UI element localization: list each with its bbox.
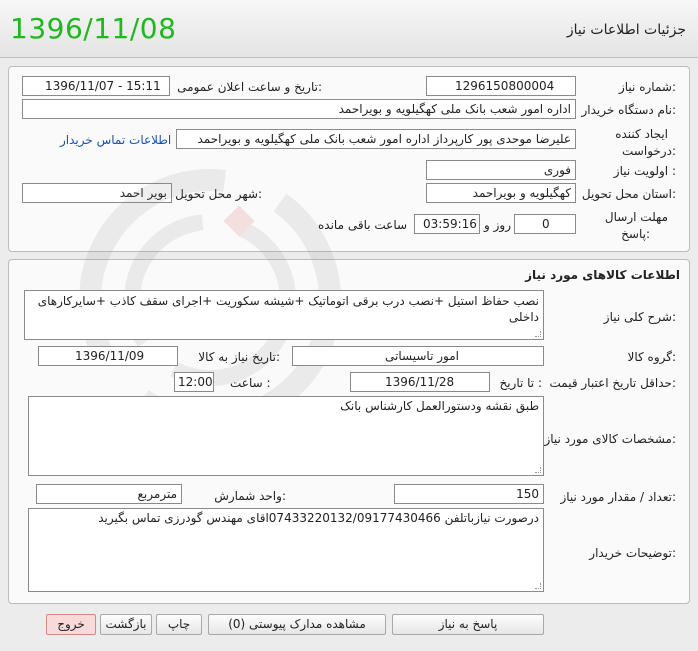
back-button[interactable]: بازگشت	[100, 614, 152, 635]
deadline-label-line1: مهلت ارسال	[604, 210, 668, 224]
creator-label-line1: ایجاد کننده	[615, 127, 668, 141]
quantity-field: 150	[394, 484, 544, 504]
buyer-org-field: اداره امور شعب بانک ملی کهگیلویه و بویراحمد	[22, 99, 576, 119]
until-date-label: تا تاریخ :	[499, 376, 542, 390]
deadline-days-label: روز و	[484, 218, 511, 232]
hour-label: ساعت :	[230, 376, 271, 390]
exit-button[interactable]: خروج	[46, 614, 96, 635]
print-button[interactable]: چاپ	[156, 614, 202, 635]
page-header	[0, 0, 698, 58]
hour-field: 12:00	[174, 372, 214, 392]
announce-datetime-label: تاریخ و ساعت اعلان عمومی:	[177, 80, 322, 94]
need-number-label: شماره نیاز:	[618, 80, 676, 94]
remaining-label: ساعت باقی مانده	[318, 218, 408, 232]
delivery-city-label: شهر محل تحویل:	[175, 187, 262, 201]
unit-label: واحد شمارش:	[214, 489, 286, 503]
announce-datetime-field: 1396/11/07 - 15:11	[22, 76, 170, 96]
deadline-time-field: 03:59:16	[414, 214, 480, 234]
need-date-label: تاریخ نیاز به کالا:	[198, 350, 280, 364]
unit-field: مترمربع	[36, 484, 182, 504]
page-title: جزئیات اطلاعات نیاز	[566, 22, 686, 38]
buyer-notes-field: درصورت نیازباتلفن 07433220132/09177430466اقای مهندس گودرزی تماس بگیرید	[28, 508, 544, 592]
need-number-field: 1296150800004	[426, 76, 576, 96]
delivery-city-field: بویر احمد	[22, 183, 172, 203]
goods-section-title: اطلاعات کالاهای مورد نیاز	[525, 268, 680, 282]
delivery-province-field: کهگیلویه و بویراحمد	[426, 183, 576, 203]
summary-field: نصب حفاظ استیل +نصب درب برقی اتوماتیک +شیشه سکوریت +اجرای سقف کاذب +سایرکارهای داخلی	[24, 290, 544, 340]
resize-handle[interactable]	[535, 583, 541, 589]
specs-field: طبق نقشه ودستورالعمل کارشناس بانک	[28, 396, 544, 476]
specs-label: مشخصات کالای مورد نیاز:	[544, 432, 676, 446]
creator-field: علیرضا موحدی پور کارپرداز اداره امور شعب بانک ملی کهگیلویه و بویراحمد	[176, 129, 576, 149]
reply-button[interactable]: پاسخ به نیاز	[392, 614, 544, 635]
goods-group-label: گروه کالا:	[627, 350, 676, 364]
quantity-label: تعداد / مقدار مورد نیاز:	[560, 490, 676, 504]
priority-label: اولویت نیاز :	[613, 164, 676, 178]
delivery-province-label: استان محل تحویل:	[581, 187, 676, 201]
need-date-field: 1396/11/09	[38, 346, 178, 366]
creator-label-line2: درخواست:	[622, 144, 676, 158]
buyer-org-label: نام دستگاه خریدار:	[581, 103, 676, 117]
min-price-validity-label: حداقل تاریخ اعتبار قیمت:	[549, 376, 676, 390]
buyer-contact-link[interactable]: اطلاعات تماس خریدار	[60, 133, 172, 147]
summary-label: شرح کلی نیاز:	[603, 310, 676, 324]
priority-field: فوری	[426, 160, 576, 180]
attachments-button[interactable]: مشاهده مدارک پیوستی (0)	[208, 614, 386, 635]
deadline-days-field: 0	[514, 214, 576, 234]
deadline-label-line2: پاسخ:	[621, 227, 650, 241]
buyer-notes-label: توضیحات خریدار:	[589, 546, 676, 560]
until-date-field: 1396/11/28	[350, 372, 490, 392]
goods-group-field: امور تاسیساتی	[292, 346, 544, 366]
header-date: 1396/11/08	[10, 12, 177, 45]
resize-handle[interactable]	[535, 331, 541, 337]
resize-handle[interactable]	[535, 467, 541, 473]
